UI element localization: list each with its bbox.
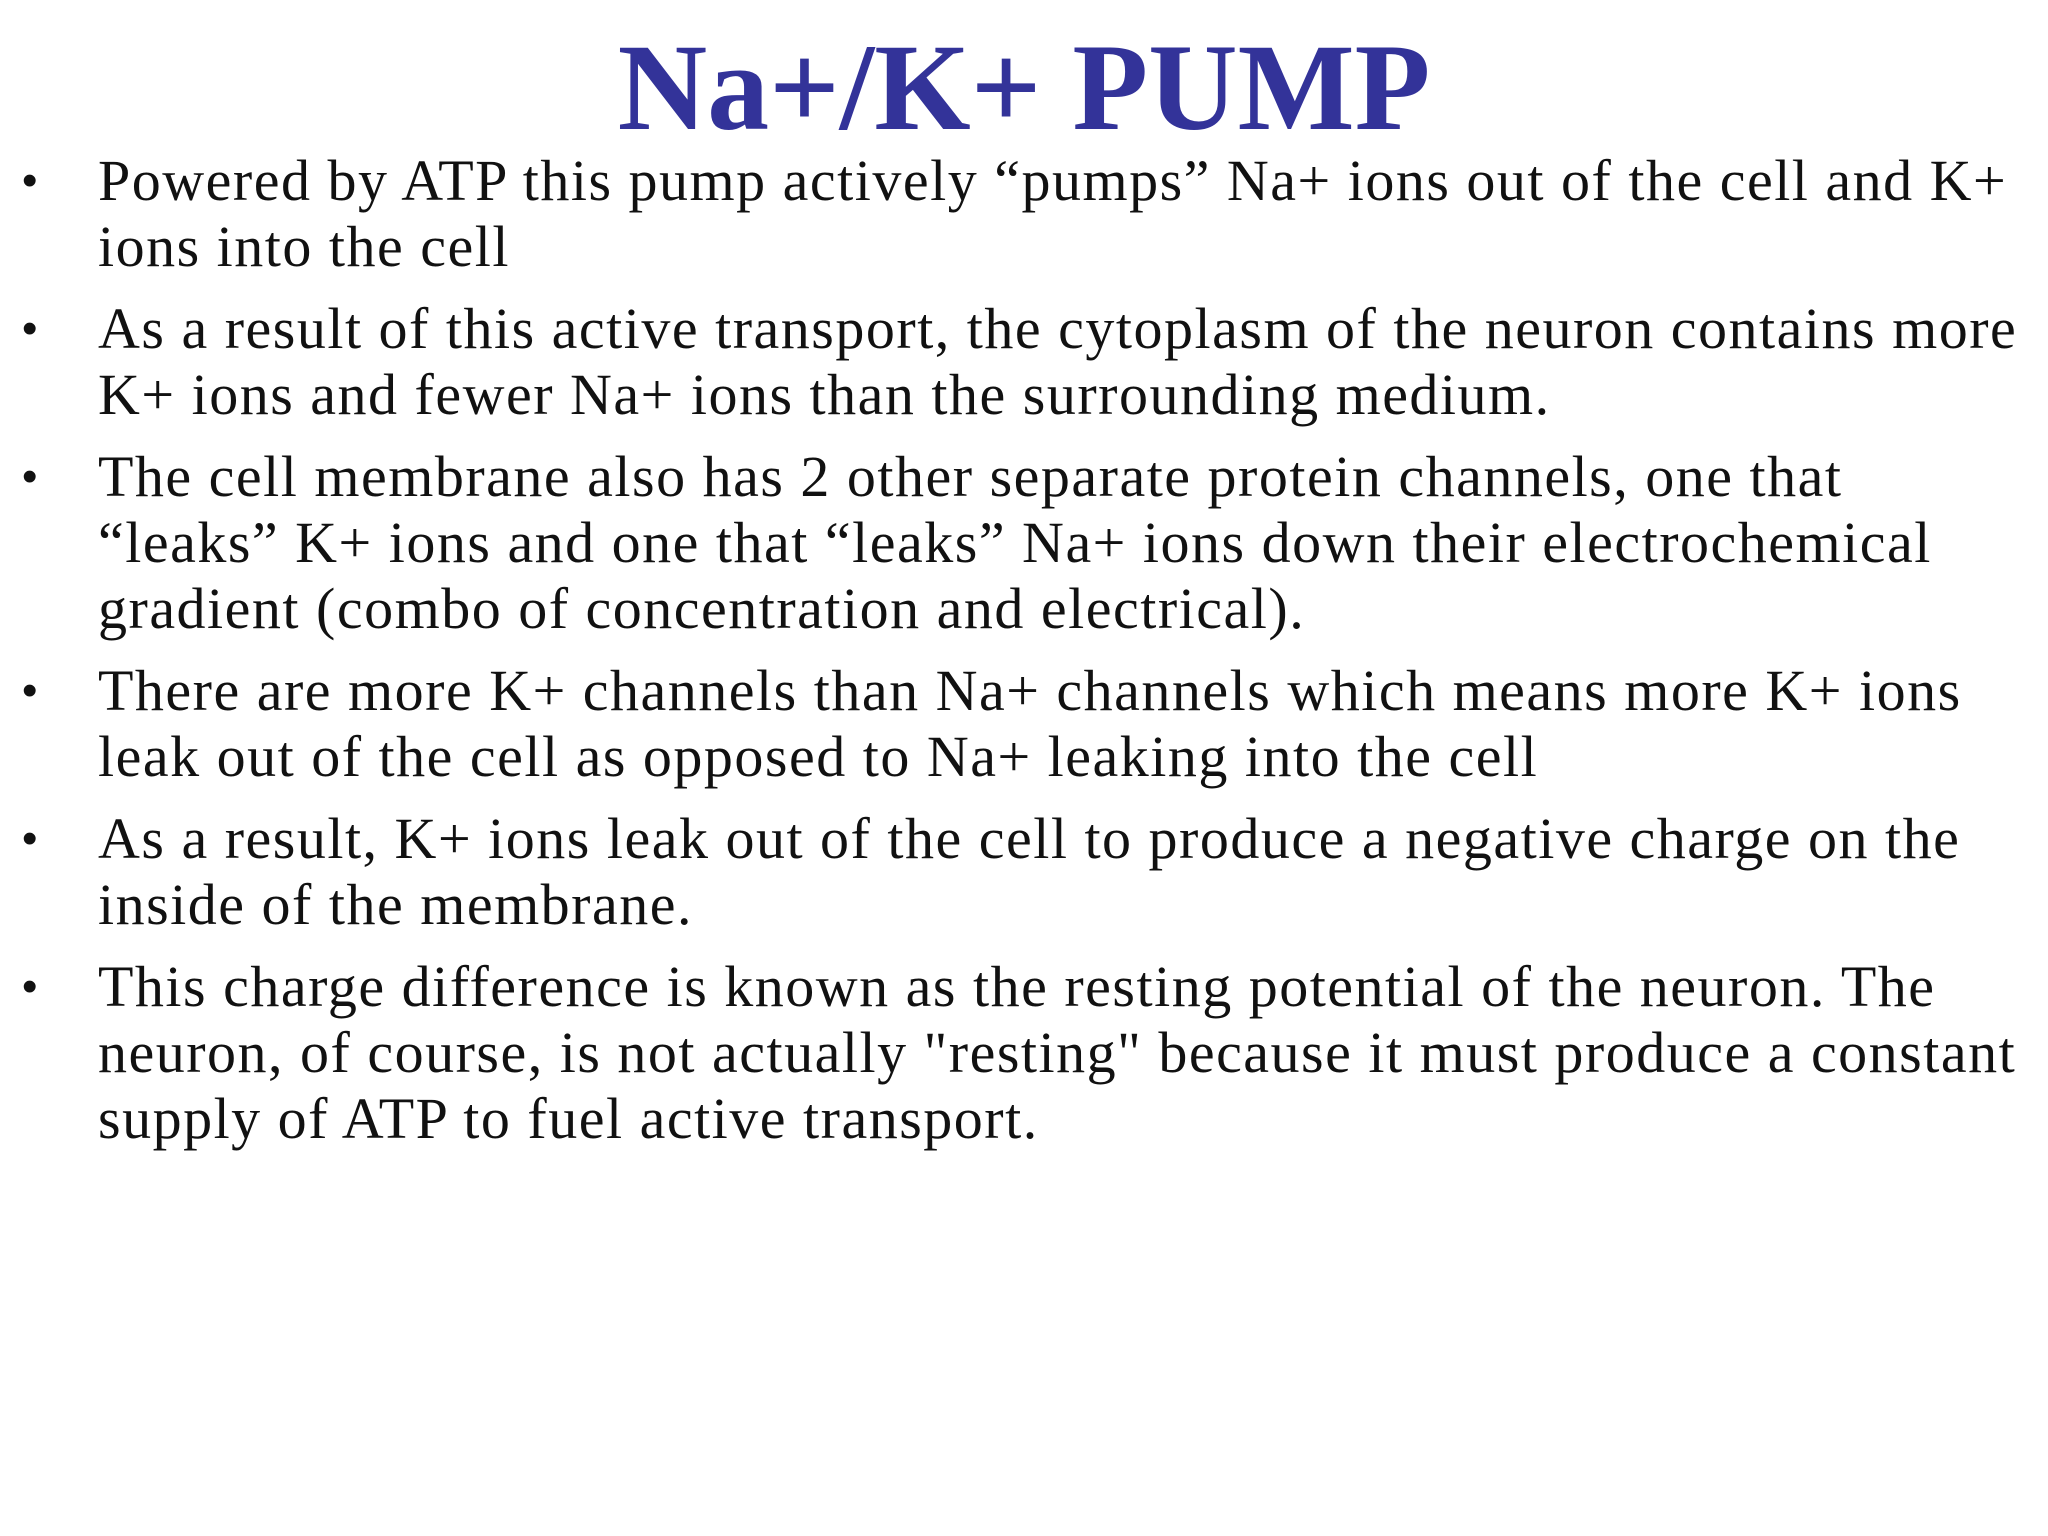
bullet-text: As a result, K+ ions leak out of the cell to produce a negative charge on the inside of the membrane. — [98, 806, 1961, 937]
bullet-dot-icon: • — [22, 814, 39, 863]
bullet-dot-icon: • — [22, 304, 39, 353]
bullet-text: There are more K+ channels than Na+ channels which means more K+ ions leak out of the cell as opposed to Na+ leaking into the cell — [98, 658, 1962, 789]
bullet-item — [0, 806, 2048, 938]
bullet-dot-icon: • — [22, 156, 39, 205]
bullet-text: The cell membrane also has 2 other separate protein channels, one that “leaks” K+ ions and one that “leaks” Na+ ions down their electrochemical gradient (combo of concentration and electrical). — [98, 444, 1932, 641]
bullet-text: As a result of this active transport, the cytoplasm of the neuron contains more K+ ions and fewer Na+ ions than the surrounding medium. — [98, 296, 2018, 427]
bullet-text: This charge difference is known as the resting potential of the neuron. The neuron, of course, is not actually "resting" because it must produce a constant supply of ATP to fuel active transport. — [98, 954, 2017, 1151]
bullet-item — [0, 658, 2048, 790]
bullet-dot-icon: • — [22, 962, 39, 1011]
bullet-list — [0, 148, 2048, 1168]
slide-title: Na+/K+ PUMP — [617, 19, 1431, 156]
bullet-item — [0, 444, 2048, 642]
bullet-dot-icon: • — [22, 666, 39, 715]
bullet-item — [0, 296, 2048, 428]
bullet-text: Powered by ATP this pump actively “pumps” Na+ ions out of the cell and K+ ions into the cell — [98, 148, 2008, 279]
bullet-dot-icon: • — [22, 452, 39, 501]
bullet-item — [0, 148, 2048, 280]
bullet-item — [0, 954, 2048, 1152]
